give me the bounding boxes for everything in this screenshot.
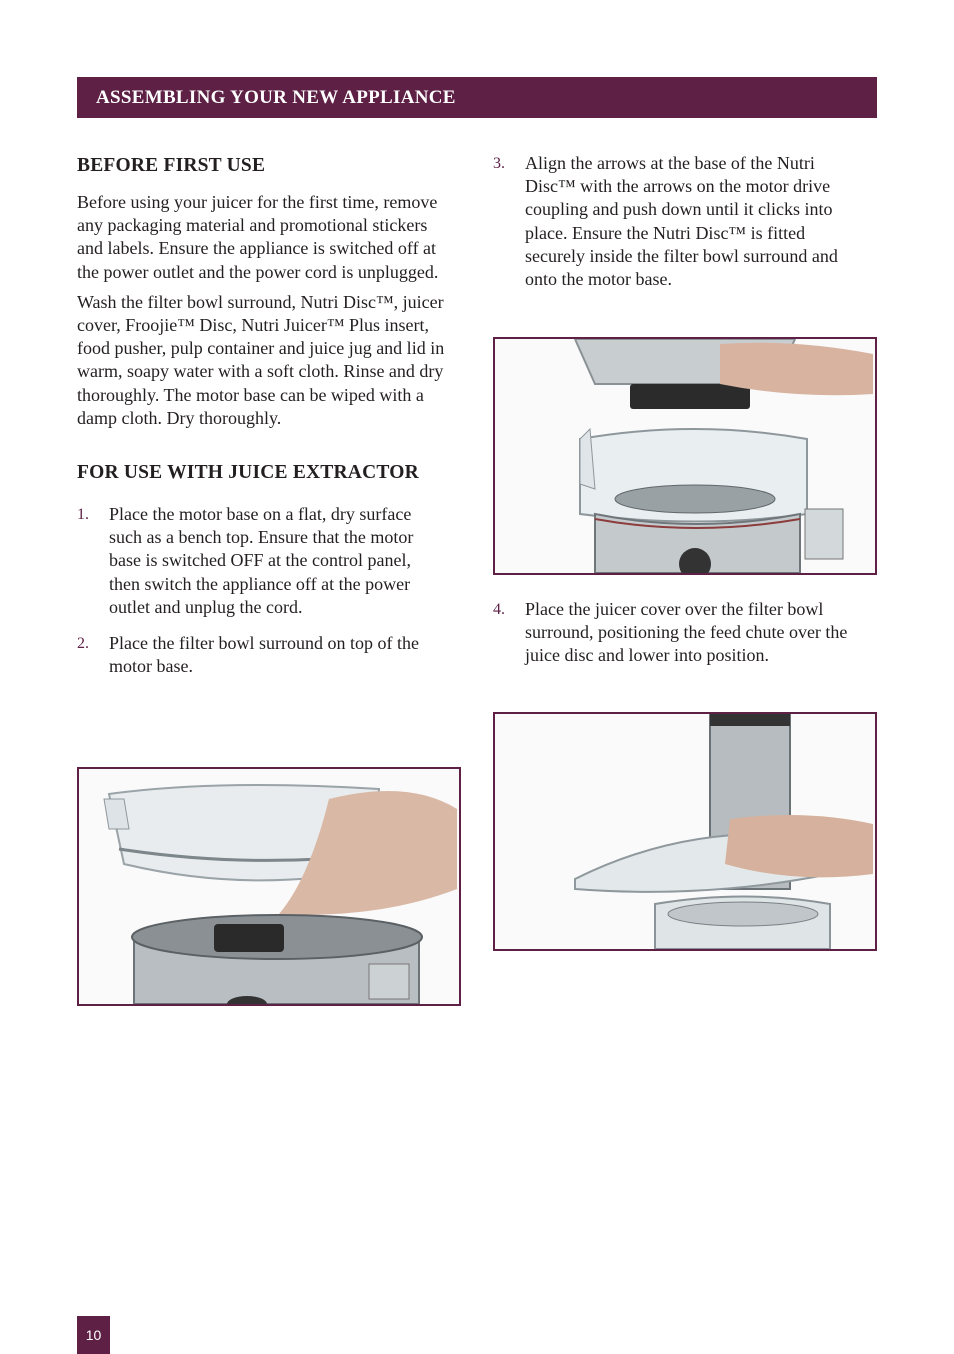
filter-bowl-illustration: [79, 769, 459, 1004]
step-4: [493, 598, 853, 668]
step-number: 3.: [493, 155, 505, 172]
before-first-use-para-1: Before using your juicer for the first time, remove any packaging material and promotional stickers and labels. Ensure the appliance is switched off at the power outlet and the power cord is unplugged.: [77, 192, 439, 282]
juice-extractor-heading: FOR USE WITH JUICE EXTRACTOR: [77, 462, 419, 484]
step-text: Place the filter bowl surround on top of the motor base.: [109, 633, 419, 677]
step-1: [77, 503, 429, 619]
section-header: [77, 77, 877, 118]
step-3: [493, 152, 853, 291]
step-number: 1.: [77, 506, 89, 524]
step-text: Place the motor base on a flat, dry surface such as a bench top. Ensure that the motor base is switched OFF at the control panel, then switch the appliance off at the power outlet and unplug the cord.: [109, 504, 414, 617]
before-first-use-para-2: Wash the filter bowl surround, Nutri Disc™, juicer cover, Froojie™ Disc, Nutri Juicer™ Plus insert, food pusher, pulp container and juice jug and lid in warm, soapy water with a soft cloth. Rinse and dry thoroughly. The motor base can be wiped with a damp cloth. Dry thoroughly.: [77, 291, 445, 428]
nutri-disc-photo: [493, 337, 877, 575]
before-first-use-heading: BEFORE FIRST USE: [77, 155, 266, 176]
left-column: [77, 152, 463, 678]
nutri-disc-illustration: [495, 339, 875, 573]
step-text: Place the juicer cover over the filter bowl surround, positioning the feed chute over the juice disc and lower into position.: [525, 599, 848, 666]
page-number: [77, 1316, 110, 1354]
page-number-text: 10: [85, 1327, 102, 1343]
juicer-cover-photo: [493, 712, 877, 951]
section-title: ASSEMBLING YOUR NEW APPLIANCE: [96, 86, 456, 108]
right-column: [493, 152, 879, 291]
step-text: Align the arrows at the base of the Nutri Disc™ with the arrows on the motor drive coupling and push down until it clicks into place. Ensure the Nutri Disc™ is fitted securely inside the filter bowl surround and onto the motor base.: [525, 153, 838, 290]
juicer-cover-illustration: [495, 714, 875, 949]
step-number: 2.: [77, 635, 89, 653]
step-number: 4.: [493, 601, 505, 618]
filter-bowl-photo: [77, 767, 461, 1006]
step-2: [77, 632, 429, 678]
